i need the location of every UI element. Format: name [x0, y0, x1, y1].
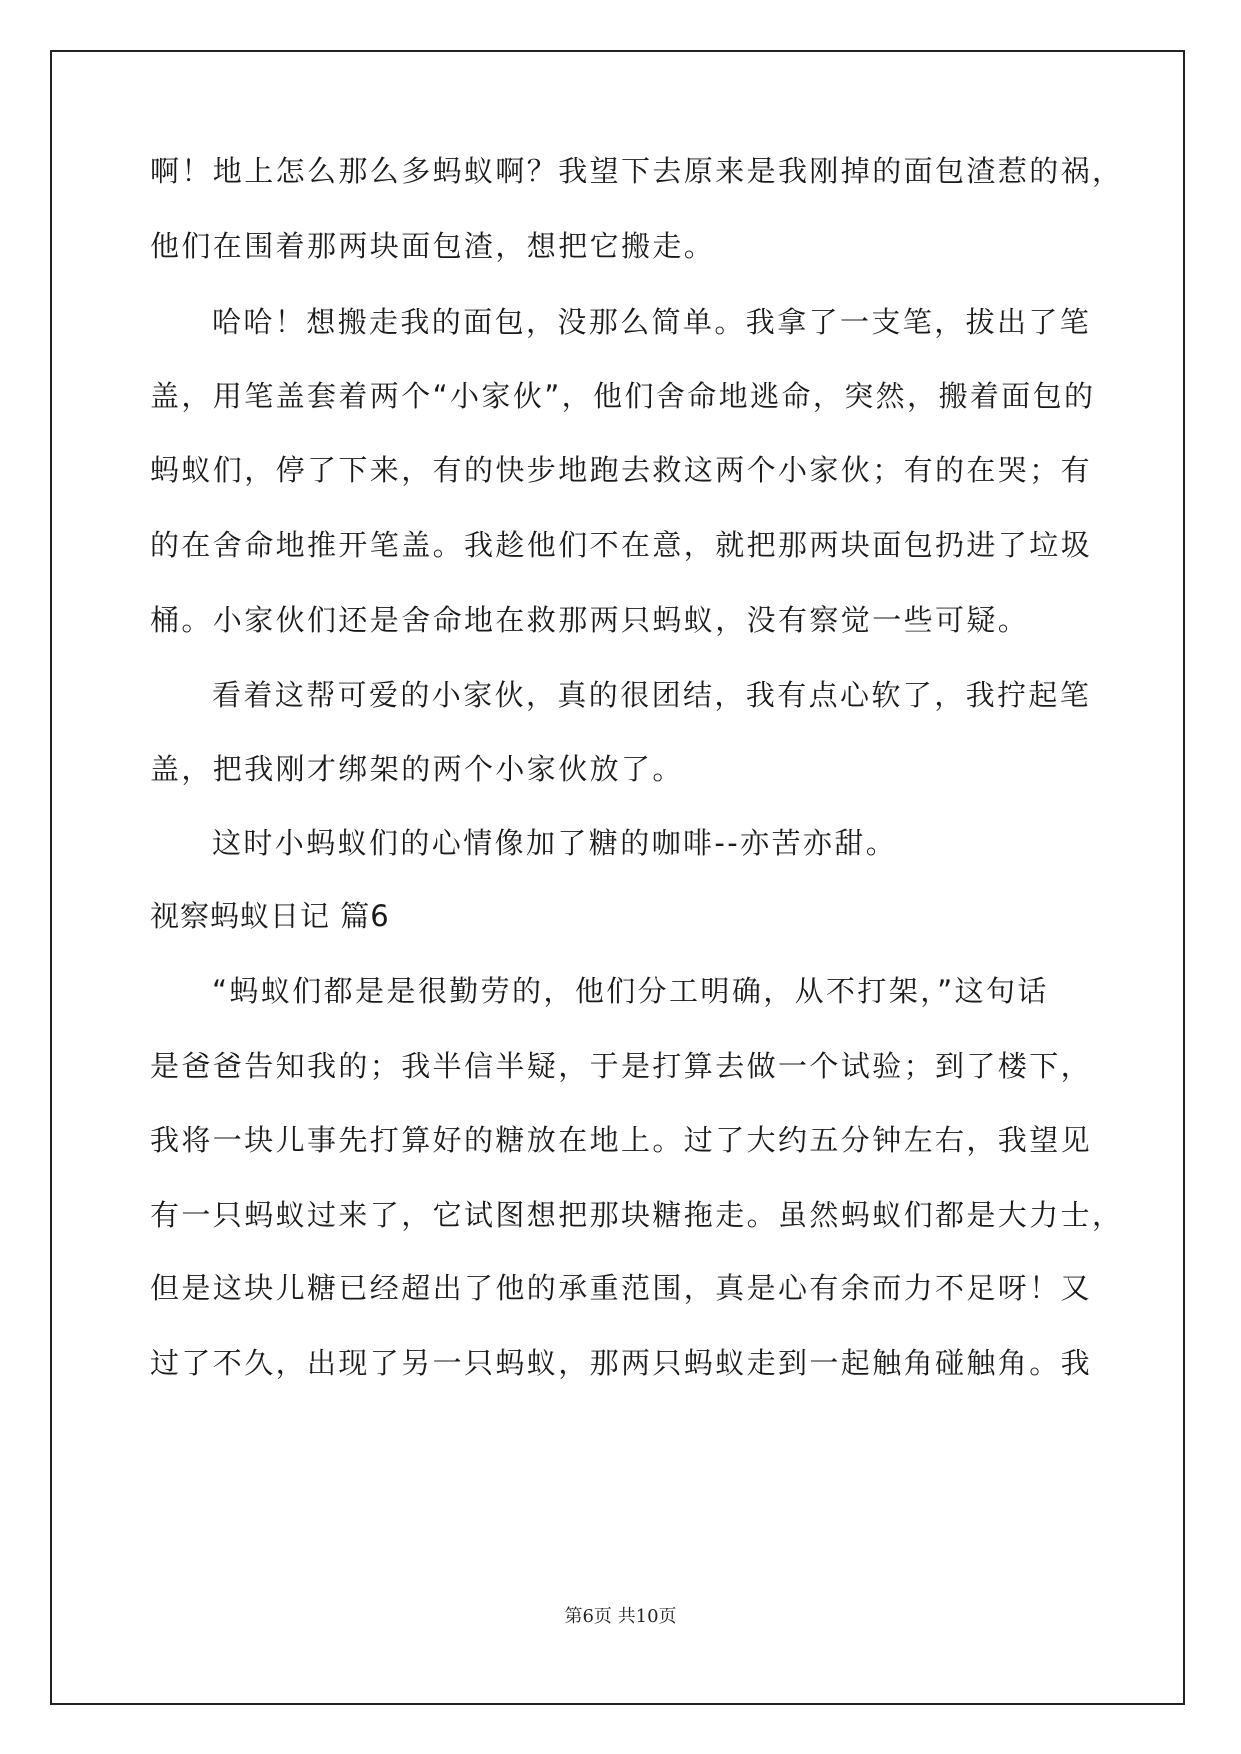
text-line: 过了不久，出现了另一只蚂蚁，那两只蚂蚁走到一起触角碰触角。我	[150, 1346, 1093, 1380]
text-line: 但是这块儿糖已经超出了他的承重范围，真是心有余而力不足呀！又	[150, 1271, 1093, 1305]
paragraph-start: “蚂蚁们都是是很勤劳的，他们分工明确，从不打架，”这句话	[212, 974, 1049, 1008]
paragraph-start: 哈哈！想搬走我的面包，没那么简单。我拿了一支笔，拔出了笔	[212, 305, 1092, 339]
section-heading: 视察蚂蚁日记 篇6	[150, 899, 390, 933]
text-line: 桶。小家伙们还是舍命地在救那两只蚂蚁，没有察觉一些可疑。	[150, 603, 1030, 637]
text-line: 我将一块儿事先打算好的糖放在地上。过了大约五分钟左右，我望见	[150, 1123, 1093, 1157]
page-border	[50, 50, 1185, 1705]
paragraph-start: 看着这帮可爱的小家伙，真的很团结，我有点心软了，我拧起笔	[212, 678, 1092, 712]
text-line: 蚂蚁们，停了下来，有的快步地跑去救这两个小家伙；有的在哭；有	[150, 453, 1093, 487]
text-line: 盖，用笔盖套着两个“小家伙”，他们舍命地逃命，突然，搬着面包的	[150, 379, 1096, 413]
text-line: 有一只蚂蚁过来了，它试图想把那块糖拖走。虽然蚂蚁们都是大力士，	[150, 1198, 1124, 1232]
text-line: 是爸爸告知我的；我半信半疑，于是打算去做一个试验；到了楼下，	[150, 1049, 1093, 1083]
text-line: 他们在围着那两块面包渣，想把它搬走。	[150, 229, 716, 263]
page-footer: 第6页 共10页	[564, 1606, 677, 1627]
text-line: 啊！地上怎么那么多蚂蚁啊？我望下去原来是我刚掉的面包渣惹的祸，	[150, 154, 1124, 188]
text-line: 的在舍命地推开笔盖。我趁他们不在意，就把那两块面包扔进了垃圾	[150, 528, 1093, 562]
text-line: 盖，把我刚才绑架的两个小家伙放了。	[150, 752, 684, 786]
paragraph-start: 这时小蚂蚁们的心情像加了糖的咖啡--亦苦亦甜。	[212, 826, 898, 860]
